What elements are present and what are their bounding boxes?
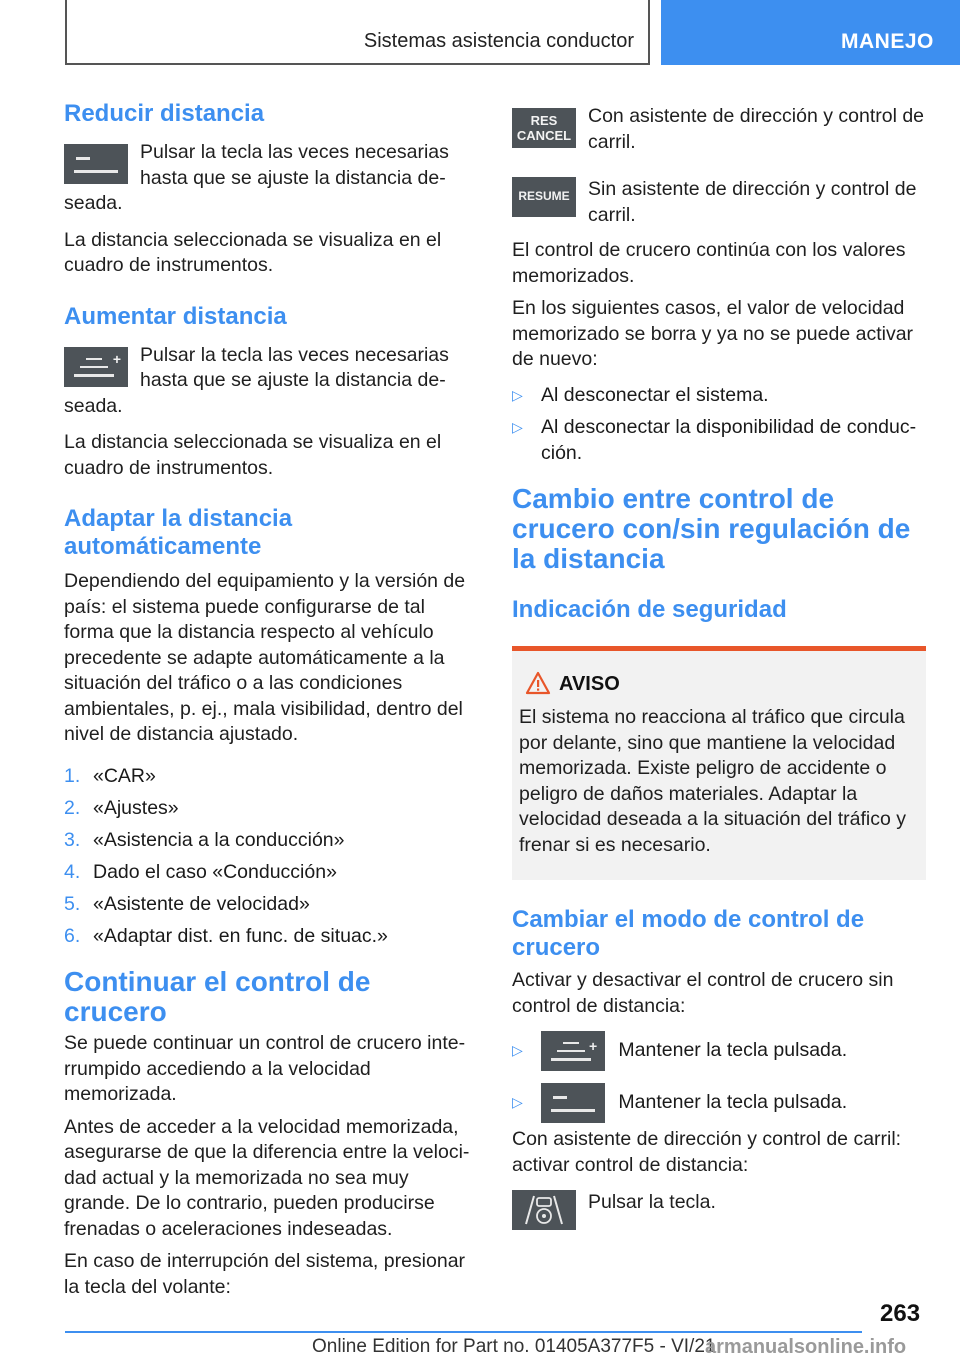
resume-text: Sin asistente de dirección y control de carril. [588,178,917,226]
heading-adaptar: Adaptar la distancia automáticamente [64,505,293,560]
triangle-bullet-icon: ▷ [512,1042,523,1058]
distance-decrease-button-image [541,1083,605,1123]
lane-assist-button-image [512,1190,576,1230]
watermark: armanualsonline.info [705,1336,907,1358]
continuar-p3: En caso de interrupción del sistema, presionar la tecla del volante: [64,1250,466,1298]
list-item: 2. «Ajustes» [64,796,179,819]
aumentar-note: La distancia seleccionada se visualiza en el cuadro de instrumentos. [64,431,442,479]
resume-button-image: RESUME [512,177,576,217]
left-column [64,100,478,1300]
pulsar-text: Pulsar la tecla. [588,1191,716,1213]
list-item: ▷ + Mantener la tecla pulsada. [512,1027,926,1073]
heading-seguridad: Indicación de seguridad [512,596,787,623]
list-item: ▷ Al desconectar la disponibilidad de conducción. [512,416,917,464]
list-item: 4. Dado el caso «Conducción» [64,860,337,883]
list-item: 3. «Asistencia a la conducción» [64,828,345,851]
list-item: 1. «CAR» [64,764,156,787]
distance-increase-button-image: + [541,1031,605,1071]
reducir-text: Pulsar la tecla las veces necesarias hasta que se ajuste la distancia deseada. [64,141,449,214]
resume-p2: En los siguientes casos, el valor de velocidad memorizado se borra y ya no se puede activar de nuevo: [512,297,914,370]
settings-steps-list [64,764,478,950]
res-cancel-button-image: RES CANCEL [512,108,576,148]
page-number: 263 [880,1300,921,1327]
cases-list [512,383,926,467]
list-item: 6. «Adaptar dist. en func. de situac.» [64,924,388,947]
edition-info: Online Edition for Part no. 01405A377F5 - VI/21 [312,1336,716,1357]
resume-p1: El control de crucero continúa con los valores memorizados. [512,239,906,287]
chapter-tab-label: MANEJO [841,30,934,53]
right-column [512,104,926,1234]
list-item: ▷ Al desconectar el sistema. [512,383,926,409]
adaptar-text: Dependiendo del equipamiento y la versión de país: el sistema puede configurarse de tal forma que la distancia respecto al vehículo precedente se adapte automáticamente a la situación del tráfico o a las condiciones ambientales, p. ej., mala visibilidad, dentro del nivel de distancia ajustado. [64,570,466,745]
heading-continuar: Continuar el control de crucero [64,966,371,1027]
section-title: Sistemas asistencia conductor [363,30,634,52]
header-section-box [65,0,650,65]
carril-text: Con asistente de dirección y control de carril: activar control de distancia: [512,1128,902,1176]
warning-text: El sistema no reacciona al tráfico que circula por delante, sino que mantiene la velocidad memorizada. Existe peligro de accidente o peligro de daños materiales. Adaptar la velocidad deseada a la situación del tráfico y frenar si es necesario. [519,706,906,856]
warning-title: AVISO [519,669,918,699]
heading-modo: Cambiar el modo de control de crucero [512,906,865,961]
continuar-p1: Se puede continuar un control de crucero interrumpido accediendo a la velocidad memorizada. [64,1032,466,1105]
triangle-bullet-icon: ▷ [512,386,523,403]
heading-reducir: Reducir distancia [64,100,265,127]
list-item: ▷ Mantener la tecla pulsada. [512,1079,926,1125]
continuar-p2: Antes de acceder a la velocidad memorizada, asegurarse de que la diferencia entre la velocidad actual y la memorizada no sea muy grande. De lo contrario, pueden producirse frenadas o aceleraciones indeseadas. [64,1115,470,1240]
warning-box [512,646,926,880]
res-cancel-text: Con asistente de dirección y control de carril. [588,105,925,153]
heading-cambio: Cambio entre control de crucero con/sin regulación de la distancia [512,483,911,574]
triangle-bullet-icon: ▷ [512,419,523,435]
triangle-bullet-icon: ▷ [512,1094,523,1110]
steering-assist-icon [512,1190,576,1230]
warning-triangle-icon [525,671,551,695]
mode-list [512,1027,926,1125]
distance-decrease-button-image [64,144,128,184]
distance-increase-button-image: + [64,347,128,387]
heading-aumentar: Aumentar distancia [64,302,287,330]
aumentar-text: Pulsar la tecla las veces necesarias hasta que se ajuste la distancia deseada. [64,343,449,417]
reducir-note: La distancia seleccionada se visualiza en el cuadro de instrumentos. [64,228,442,276]
list-item: 5. «Asistente de velocidad» [64,892,310,915]
footer-divider [65,1331,862,1333]
modo-text: Activar y desactivar el control de crucero sin control de distancia: [512,969,894,1017]
chapter-tab[interactable] [661,0,960,65]
